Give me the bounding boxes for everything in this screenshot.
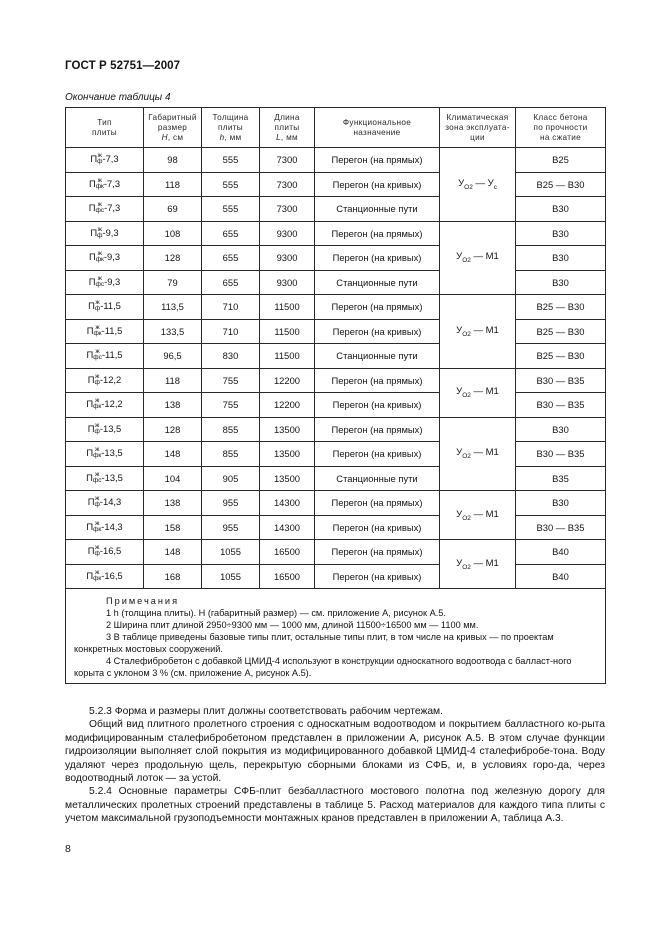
notes-heading: Примечания	[106, 596, 180, 606]
cell-function: Перегон (на прямых)	[315, 148, 440, 173]
paragraph-5-2-4: 5.2.4 Основные параметры СФБ-плит безбалластного мостового полотна под железную дорогу для металлических пролетных строений представлены в таблице 5. Расход материалов для каждого типа плиты с учетом максимальной грузоподъемности монтажных кранов представлен в приложении А, таблица А.3.	[65, 786, 605, 825]
slab-type-index	[95, 545, 100, 557]
climate-rest: — М1	[470, 324, 499, 336]
cell-function: Перегон (на кривых)	[315, 172, 440, 197]
slab-type-sub: ф	[97, 158, 103, 165]
cell-slab-type	[66, 515, 144, 540]
col-header-type: Тип плиты	[66, 108, 144, 148]
slab-type-number: -7,3	[102, 153, 119, 165]
slab-type-sup: ж	[95, 372, 100, 380]
slab-type-base: П	[90, 153, 98, 165]
slab-type-sup: ж	[97, 152, 102, 159]
cell-length: 9300	[260, 246, 315, 271]
cell-length: 14300	[260, 491, 315, 516]
slab-type-sub: ф	[94, 378, 100, 386]
slab-type-base: П	[87, 373, 95, 385]
slab-type-base: П	[88, 275, 96, 287]
cell-function: Станционные пути	[315, 270, 440, 295]
cell-length: 12200	[260, 368, 315, 393]
cell-thickness: 555	[202, 197, 260, 222]
slab-type-sub: фк	[93, 452, 102, 459]
slab-type-sub: фк	[95, 182, 104, 190]
cell-height: 158	[144, 515, 202, 540]
climate-sub2: с	[493, 183, 497, 191]
slab-type-sup: ж	[97, 176, 102, 184]
cell-concrete-class: В30	[516, 491, 606, 516]
climate-rest: — У	[472, 177, 494, 189]
climate-sub: О2	[462, 563, 471, 571]
slab-type-index	[93, 398, 101, 410]
cell-slab-type	[66, 491, 144, 516]
slab-type-number: -11,5	[100, 300, 121, 312]
body-text	[65, 705, 605, 826]
col-header-height: Габаритный размер Н, см	[144, 108, 202, 148]
cell-concrete-class: В30	[516, 246, 606, 271]
table-row	[66, 319, 606, 344]
cell-thickness: 755	[202, 393, 260, 418]
climate-sub: О2	[462, 391, 471, 399]
cell-concrete-class: В40	[516, 540, 606, 565]
slab-type-sub: фк	[95, 256, 104, 263]
cell-concrete-class: В25 — В30	[516, 172, 606, 197]
slab-type-index	[95, 374, 100, 386]
cell-concrete-class: В40	[516, 564, 606, 589]
cell-thickness: 755	[202, 368, 260, 393]
slab-type-index	[93, 325, 101, 337]
table-row	[66, 221, 606, 246]
cell-height: 96,5	[144, 344, 202, 369]
slab-type-index	[96, 251, 104, 263]
cell-thickness: 1055	[202, 540, 260, 565]
slab-type-sup: ж	[97, 274, 102, 282]
slab-type-sup: ж	[95, 470, 100, 478]
note-4: 4 Сталефибробетон с добавкой ЦМИД-4 используют в конструкции односкатного водоотвода с балласт-ного корыта с уклоном 3 % (см. приложение А, рисунок А.5).	[74, 656, 572, 678]
climate-base: У	[456, 447, 463, 459]
cell-length: 11500	[260, 319, 315, 344]
table-row	[66, 442, 606, 467]
cell-thickness: 955	[202, 515, 260, 540]
col-header-function: Функциональное назначение	[315, 108, 440, 148]
slab-type-sup: ж	[95, 495, 100, 502]
page-number: 8	[65, 843, 71, 855]
slab-type-sub: ф	[94, 305, 101, 312]
slab-type-sup: ж	[95, 421, 100, 429]
cell-function: Перегон (на кривых)	[315, 442, 440, 467]
cell-concrete-class: В30 — В35	[516, 442, 606, 467]
climate-rest: — М1	[470, 251, 499, 263]
slab-type-index	[95, 276, 104, 288]
table-row	[66, 270, 606, 295]
slab-type-base: П	[87, 496, 95, 508]
slab-type-sub: фк	[93, 329, 102, 337]
slab-type-sup: ж	[97, 225, 102, 233]
cell-height: 168	[144, 564, 202, 589]
cell-climate-zone	[440, 368, 516, 417]
cell-slab-type	[66, 564, 144, 589]
slab-type-sup: ж	[95, 544, 100, 551]
climate-rest: — М1	[470, 557, 499, 569]
cell-height: 108	[144, 221, 202, 246]
slab-type-sup: ж	[95, 348, 100, 355]
notes-cell	[66, 589, 606, 684]
col-header-climate: Климатическая зона эксплуата- ции	[440, 108, 516, 148]
paragraph-general-view: Общий вид плитного пролетного строения с односкатным водоотводом и покрытием балластного ко-рыта модифицированным сталефибробетоном представлен в приложении А, рисунок А.5. В этом случае функции гидроизоляции выполняет слой покрытия из модифицированного добавкой ЦМИД-4 сталефибробе-тона. Воду удаляют через продольную щель, перекрытую сборными блоками из СФБ, и, в условиях горо-да, через водоотводный лоток — за устой.	[65, 719, 605, 785]
cell-thickness: 955	[202, 491, 260, 516]
slab-type-sup: ж	[97, 201, 102, 208]
cell-function: Перегон (на прямых)	[315, 295, 440, 320]
cell-thickness: 905	[202, 466, 260, 491]
cell-function: Перегон (на кривых)	[315, 515, 440, 540]
cell-slab-type	[66, 466, 144, 491]
col-header-concrete-class: Класс бетона по прочности на сжатие	[516, 108, 606, 148]
cell-thickness: 710	[202, 295, 260, 320]
cell-slab-type	[66, 246, 144, 271]
cell-height: 79	[144, 270, 202, 295]
cell-concrete-class: В25 — В30	[516, 295, 606, 320]
cell-length: 16500	[260, 564, 315, 589]
cell-height: 113,5	[144, 295, 202, 320]
slab-type-number: -9,3	[104, 275, 121, 287]
table-row	[66, 148, 606, 173]
slab-type-index	[95, 423, 100, 435]
cell-height: 128	[144, 246, 202, 271]
cell-climate-zone	[440, 295, 516, 369]
cell-height: 104	[144, 466, 202, 491]
table-row	[66, 393, 606, 418]
slab-type-index	[95, 300, 100, 312]
cell-slab-type	[66, 295, 144, 320]
cell-concrete-class: В30 — В35	[516, 368, 606, 393]
slab-type-base: П	[86, 349, 94, 361]
slab-type-number: -7,3	[103, 177, 121, 189]
slab-type-sub: фк	[93, 403, 102, 410]
cell-concrete-class: В35	[516, 466, 606, 491]
climate-base: У	[458, 177, 465, 189]
cell-height: 98	[144, 148, 202, 173]
cell-climate-zone	[440, 540, 516, 589]
climate-base: У	[456, 508, 463, 520]
slab-type-base: П	[88, 177, 96, 189]
climate-sub: О2	[464, 183, 473, 191]
slab-type-sup: ж	[95, 519, 100, 527]
cell-height: 148	[144, 540, 202, 565]
slab-type-index	[97, 227, 102, 239]
cell-length: 14300	[260, 515, 315, 540]
cell-concrete-class: В25	[516, 148, 606, 173]
climate-base: У	[456, 251, 463, 263]
cell-climate-zone	[440, 221, 516, 295]
cell-slab-type	[66, 540, 144, 565]
cell-length: 11500	[260, 295, 315, 320]
slab-type-base: П	[90, 226, 98, 238]
climate-sub: О2	[462, 514, 471, 522]
slab-type-sup: ж	[95, 446, 100, 453]
slab-type-sub: фк	[93, 525, 102, 533]
slab-type-sub: ф	[94, 427, 100, 435]
cell-height: 138	[144, 491, 202, 516]
climate-base: У	[456, 386, 463, 398]
cell-climate-zone	[440, 148, 516, 222]
note-2: 2 Ширина плит длиной 2950÷9300 мм — 1000 мм, длиной 11500÷16500 мм — 1100 мм.	[106, 620, 479, 630]
cell-function: Перегон (на кривых)	[315, 564, 440, 589]
table-row	[66, 540, 606, 565]
cell-height: 148	[144, 442, 202, 467]
table-body	[66, 148, 606, 589]
slab-type-sub: фс	[92, 476, 102, 484]
slab-type-base: П	[88, 202, 96, 214]
slab-type-sub: ф	[97, 231, 103, 239]
cell-function: Перегон (на прямых)	[315, 221, 440, 246]
table-row	[66, 368, 606, 393]
climate-sub: О2	[462, 330, 471, 338]
slab-type-number: -14,3	[99, 496, 122, 508]
cell-function: Станционные пути	[315, 466, 440, 491]
slab-type-index	[95, 496, 100, 508]
climate-rest: — М1	[470, 447, 499, 459]
notes-row	[66, 589, 606, 684]
table-row	[66, 564, 606, 589]
slab-type-number: -13,5	[101, 447, 123, 459]
table-row	[66, 246, 606, 271]
cell-concrete-class: В30 — В35	[516, 515, 606, 540]
table-caption: Окончание таблицы 4	[65, 92, 171, 103]
slab-type-base: П	[87, 422, 95, 434]
cell-length: 16500	[260, 540, 315, 565]
col-header-length: Длина плиты L, мм	[260, 108, 315, 148]
cell-concrete-class: В25 — В30	[516, 319, 606, 344]
cell-slab-type	[66, 442, 144, 467]
slab-type-sup: ж	[97, 250, 102, 257]
climate-base: У	[456, 324, 463, 336]
slab-type-sup: ж	[95, 299, 100, 306]
cell-length: 12200	[260, 393, 315, 418]
cell-function: Перегон (на прямых)	[315, 368, 440, 393]
cell-slab-type	[66, 344, 144, 369]
cell-climate-zone	[440, 417, 516, 491]
slab-type-number: -9,3	[102, 226, 119, 238]
slab-type-sub: ф	[94, 550, 100, 557]
climate-rest: — М1	[470, 508, 499, 520]
cell-function: Перегон (на кривых)	[315, 246, 440, 271]
cell-climate-zone	[440, 491, 516, 540]
cell-length: 7300	[260, 148, 315, 173]
slab-type-number: -16,5	[101, 569, 123, 581]
slab-type-base: П	[86, 520, 94, 532]
cell-length: 11500	[260, 344, 315, 369]
cell-slab-type	[66, 368, 144, 393]
cell-height: 69	[144, 197, 202, 222]
cell-thickness: 1055	[202, 564, 260, 589]
note-1: 1 h (толщина плиты). H (габаритный размер) — см. приложение А, рисунок А.5.	[106, 608, 446, 618]
climate-rest: — М1	[470, 386, 499, 398]
cell-slab-type	[66, 148, 144, 173]
table-row	[66, 515, 606, 540]
slab-type-sup: ж	[95, 397, 100, 404]
slab-type-number: -12,2	[101, 398, 123, 410]
cell-height: 128	[144, 417, 202, 442]
cell-height: 118	[144, 172, 202, 197]
cell-thickness: 555	[202, 148, 260, 173]
cell-function: Станционные пути	[315, 197, 440, 222]
cell-slab-type	[66, 417, 144, 442]
cell-thickness: 655	[202, 270, 260, 295]
table-row	[66, 491, 606, 516]
slab-type-sub: фс	[95, 207, 105, 214]
cell-slab-type	[66, 393, 144, 418]
cell-height: 133,5	[144, 319, 202, 344]
slab-type-index	[93, 521, 101, 533]
table-row	[66, 344, 606, 369]
cell-function: Перегон (на кривых)	[315, 319, 440, 344]
slab-type-sub: ф	[94, 501, 100, 508]
slab-type-number: -16,5	[99, 545, 122, 557]
cell-function: Перегон (на кривых)	[315, 393, 440, 418]
cell-slab-type	[66, 270, 144, 295]
slab-type-sup: ж	[95, 323, 100, 331]
slab-type-base: П	[88, 300, 95, 312]
slab-type-index	[93, 570, 101, 582]
cell-height: 118	[144, 368, 202, 393]
slab-type-base: П	[86, 569, 94, 581]
slab-types-table	[65, 107, 606, 684]
col-header-thickness: Толщина плиты h, мм	[202, 108, 260, 148]
cell-thickness: 855	[202, 442, 260, 467]
cell-concrete-class: В30	[516, 197, 606, 222]
cell-concrete-class: В30	[516, 270, 606, 295]
slab-type-sub: фк	[93, 574, 102, 582]
cell-thickness: 830	[202, 344, 260, 369]
slab-type-sub: фс	[95, 280, 105, 288]
slab-type-base: П	[86, 447, 94, 459]
slab-type-index	[93, 472, 102, 484]
table-row	[66, 197, 606, 222]
standard-header: ГОСТ Р 52751—2007	[65, 60, 181, 72]
cell-concrete-class: В30	[516, 221, 606, 246]
cell-function: Перегон (на прямых)	[315, 491, 440, 516]
cell-height: 138	[144, 393, 202, 418]
slab-type-number: -13,5	[99, 422, 122, 434]
slab-type-sub: фс	[93, 354, 102, 361]
cell-length: 7300	[260, 172, 315, 197]
slab-type-number: -9,3	[103, 251, 121, 263]
slab-type-index	[93, 349, 102, 361]
slab-type-number: -12,2	[99, 373, 122, 385]
cell-thickness: 655	[202, 246, 260, 271]
cell-length: 9300	[260, 270, 315, 295]
slab-type-number: -11,5	[101, 349, 123, 361]
cell-thickness: 555	[202, 172, 260, 197]
cell-concrete-class: В30 — В35	[516, 393, 606, 418]
slab-type-index	[93, 447, 101, 459]
slab-type-number: -11,5	[101, 324, 123, 336]
cell-slab-type	[66, 319, 144, 344]
slab-type-base: П	[86, 398, 94, 410]
climate-sub: О2	[462, 453, 471, 461]
paragraph-5-2-3: 5.2.3 Форма и размеры плит должны соответствовать рабочим чертежам.	[89, 706, 443, 717]
cell-length: 7300	[260, 197, 315, 222]
slab-type-index	[95, 202, 104, 214]
cell-concrete-class: В30	[516, 417, 606, 442]
slab-type-number: -13,5	[101, 471, 123, 483]
slab-type-index	[97, 153, 102, 165]
cell-thickness: 710	[202, 319, 260, 344]
climate-base: У	[456, 557, 463, 569]
cell-slab-type	[66, 172, 144, 197]
slab-type-sup: ж	[95, 568, 100, 576]
slab-type-base: П	[88, 251, 96, 263]
cell-function: Станционные пути	[315, 344, 440, 369]
table-row	[66, 295, 606, 320]
slab-type-number: -7,3	[104, 202, 121, 214]
cell-length: 9300	[260, 221, 315, 246]
slab-type-number: -14,3	[101, 520, 123, 532]
cell-slab-type	[66, 221, 144, 246]
slab-type-base: П	[86, 324, 94, 336]
slab-type-base: П	[87, 545, 95, 557]
cell-length: 13500	[260, 442, 315, 467]
cell-thickness: 655	[202, 221, 260, 246]
table-row	[66, 466, 606, 491]
cell-length: 13500	[260, 466, 315, 491]
cell-function: Перегон (на прямых)	[315, 540, 440, 565]
slab-type-base: П	[86, 471, 93, 483]
cell-slab-type	[66, 197, 144, 222]
table-header-row	[66, 108, 606, 148]
slab-type-index	[96, 178, 104, 190]
climate-sub: О2	[462, 257, 471, 265]
cell-concrete-class: В25 — В30	[516, 344, 606, 369]
table-row	[66, 172, 606, 197]
cell-length: 13500	[260, 417, 315, 442]
table-row	[66, 417, 606, 442]
cell-function: Перегон (на прямых)	[315, 417, 440, 442]
note-3: 3 В таблице приведены базовые типы плит, остальные типы плит, в том числе на кривых — по проектам конкретных мостовых сооружений.	[74, 632, 554, 654]
cell-thickness: 855	[202, 417, 260, 442]
